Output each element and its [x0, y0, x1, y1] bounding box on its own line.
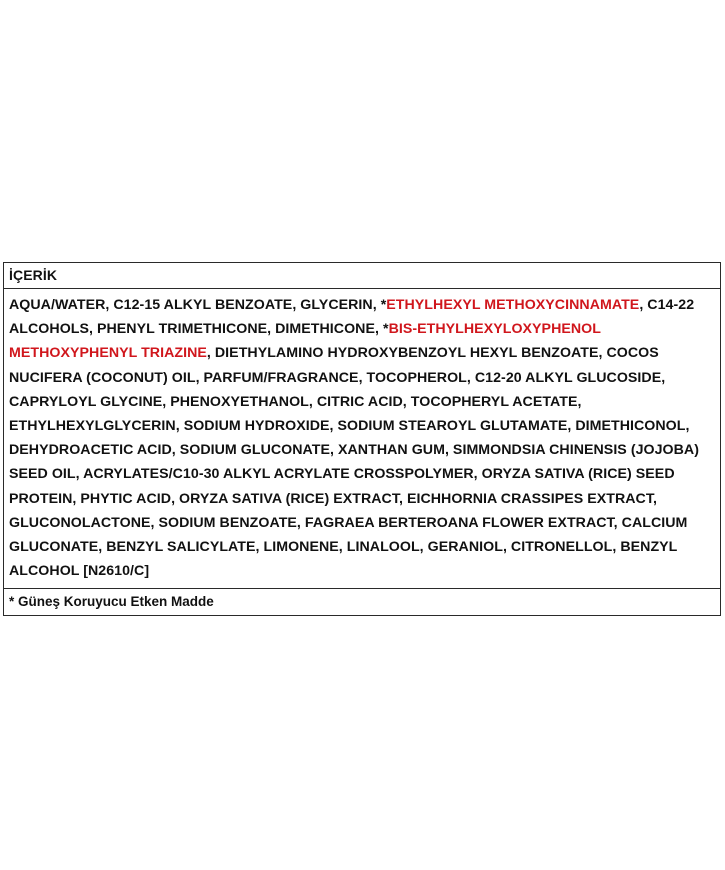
ingredients-table	[3, 262, 721, 616]
footer-note: * Güneş Koruyucu Etken Madde	[9, 594, 214, 609]
header-title: İÇERİK	[9, 267, 58, 283]
ingredients-text-part1: AQUA/WATER, C12-15 ALKYL BENZOATE, GLYCERIN, *	[9, 297, 387, 313]
table-header-cell	[4, 263, 720, 289]
active-ingredient-1: ETHYLHEXYL METHOXYCINNAMATE	[386, 297, 640, 313]
table-footer-cell	[4, 589, 720, 615]
ingredients-text-part2: , C14-22 ALCOHOLS, PHENYL TRIMETHICONE, DIMETHICONE, *	[9, 297, 695, 338]
ingredients-text-part3: , DIETHYLAMINO HYDROXYBENZOYL HEXYL BENZOATE, COCOS NUCIFERA (COCONUT) OIL, PARFUM/FRAGRANCE, TOCOPHEROL, C12-20 ALKYL GLUCOSIDE, CAPRYLOYL GLYCINE, PHENOXYETHANOL, CITRIC ACID, TOCOPHERYL ACETATE, ETHYLHEXYLGLYCERIN, SODIUM HYDROXIDE, SODIUM STEAROYL GLUTAMATE, DIMETHICONOL, DEHYDROACETIC ACID, SODIUM GLUCONATE, XANTHAN GUM, SIMMONDSIA CHINENSIS (JOJOBA) SEED OIL, ACRYLATES/C10-30 ALKYL ACRYLATE CROSSPOLYMER, ORYZA SATIVA (RICE) SEED PROTEIN, PHYTIC ACID, ORYZA SATIVA (RICE) EXTRACT, EICHHORNIA CRASSIPES EXTRACT, GLUCONOLACTONE, SODIUM BENZOATE, FAGRAEA BERTEROANA FLOWER EXTRACT, CALCIUM GLUCONATE, BENZYL SALICYLATE, LIMONENE, LINALOOL, GERANIOL, CITRONELLOL, BENZYL ALCOHOL [N2610/C]	[9, 345, 700, 580]
spreadsheet-area	[3, 262, 722, 610]
active-ingredient-2: BIS-ETHYLHEXYLOXYPHENOL METHOXYPHENYL TRIAZINE	[9, 321, 601, 362]
ingredients-cell	[4, 289, 720, 589]
